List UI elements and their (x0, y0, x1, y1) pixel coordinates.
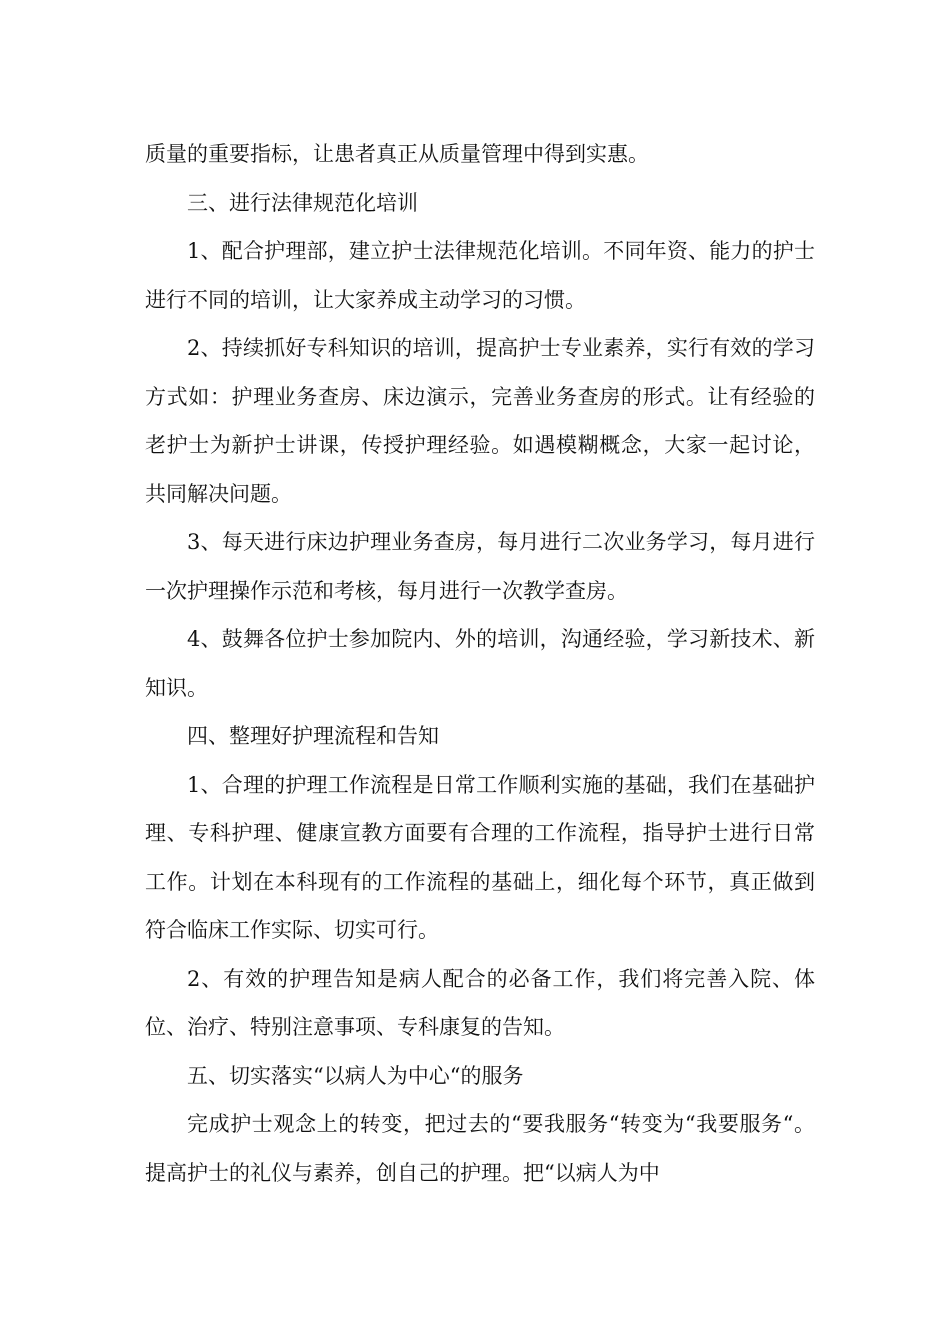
paragraph-3-3: 3、每天进行床边护理业务查房，每月进行二次业务学习，每月进行一次护理操作示范和考核，每月进行一次教学查房。 (145, 530, 815, 603)
paragraph-3-4: 4、鼓舞各位护士参加院内、外的培训，沟通经验，学习新技术、新知识。 (145, 627, 815, 700)
paragraph-4-1: 1、合理的护理工作流程是日常工作顺利实施的基础，我们在基础护理、专科护理、健康宣教方面要有合理的工作流程，指导护士进行日常工作。计划在本科现有的工作流程的基础上，细化每个环节，真正做到符合临床工作实际、切实可行。 (145, 772, 815, 942)
paragraph-continuation: 质量的重要指标，让患者真正从质量管理中得到实惠。 (145, 142, 649, 166)
paragraph-3-2: 2、持续抓好专科知识的培训，提高护士专业素养，实行有效的学习方式如：护理业务查房、床边演示，完善业务查房的形式。让有经验的老护士为新护士讲课，传授护理经验。如遇模糊概念，大家一起讨论，共同解决问题。 (145, 336, 815, 506)
paragraph-4-2: 2、有效的护理告知是病人配合的必备工作，我们将完善入院、体位、治疗、特别注意事项、专科康复的告知。 (145, 966, 815, 1039)
section-heading-5: 五、切实落实“以病人为中心“的服务 (187, 1063, 524, 1088)
paragraph-3-1: 1、配合护理部，建立护士法律规范化培训。不同年资、能力的护士进行不同的培训，让大家养成主动学习的习惯。 (145, 239, 815, 312)
document-body (145, 130, 815, 1197)
section-heading-3: 三、进行法律规范化培训 (187, 190, 418, 215)
paragraph-5-1: 完成护士观念上的转变，把过去的“要我服务“转变为“我要服务“。提高护士的礼仪与素养，创自己的护理。把“以病人为中 (145, 1112, 815, 1185)
section-heading-4: 四、整理好护理流程和告知 (187, 724, 439, 748)
